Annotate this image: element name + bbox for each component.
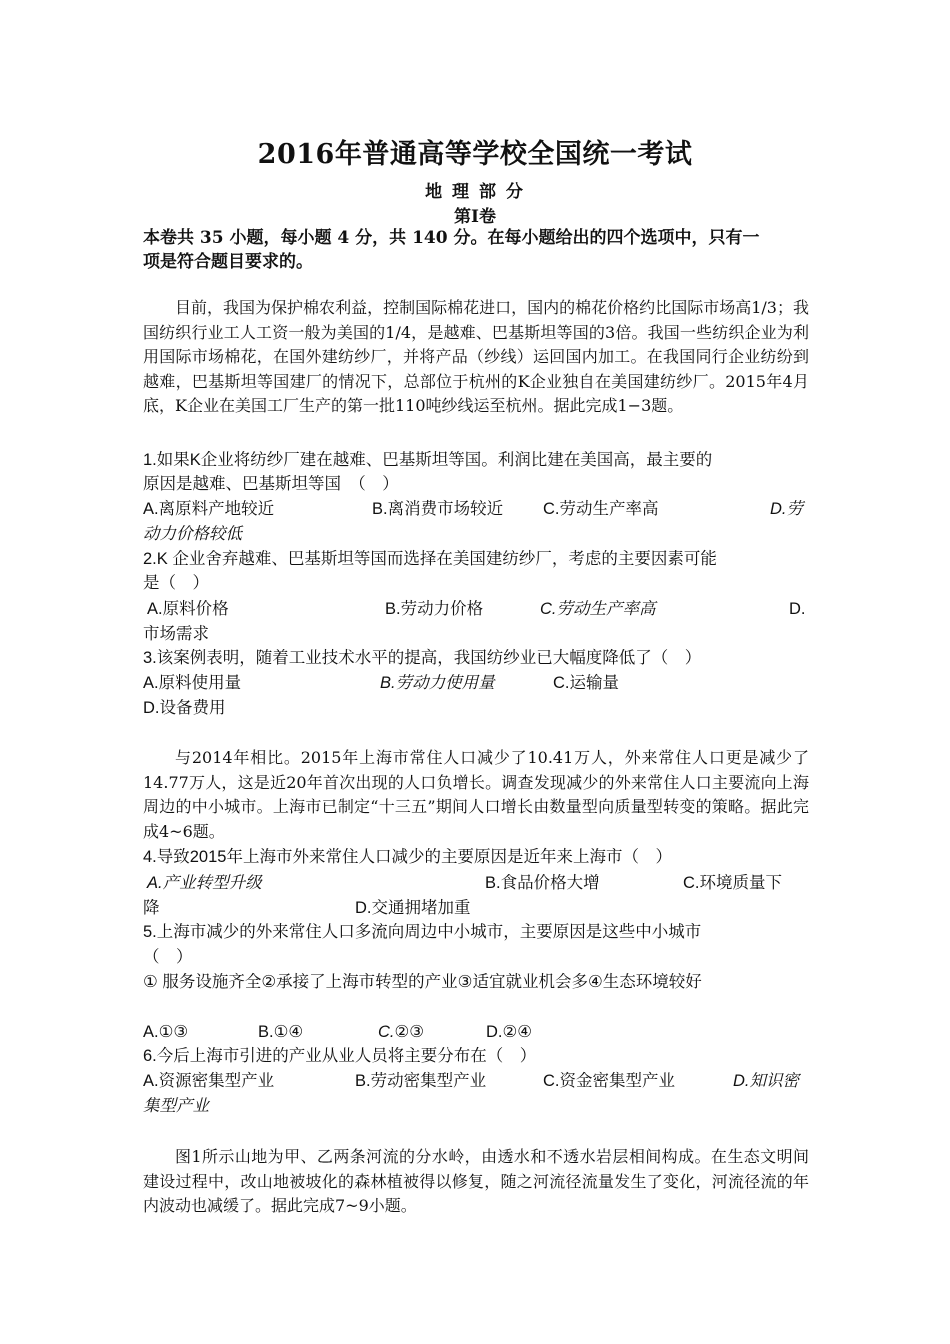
q2-stem-line-2: 是（ ） [143, 574, 209, 592]
q3-option-c: C.运输量 [553, 674, 619, 692]
q5-option-a: A.①③ [143, 1023, 189, 1041]
q1-option-b: B.离消费市场较近 [372, 500, 504, 518]
q4-option-a: A.产业转型升级 [147, 874, 262, 892]
passage-3: 图1所示山地为甲、乙两条河流的分水岭，由透水和不透水岩层相间构成。在生态文明间建设过程中，改山地被坡化的森林植被得以修复，随之河流径流量发生了变化，河流径流的年内波动也减缓了。据此完成7~9小题。 [143, 1147, 809, 1215]
q2-option-d-cont: 市场需求 [143, 625, 209, 643]
q1-option-d: D.劳 [770, 500, 803, 518]
q6-option-b: B.劳动密集型产业 [355, 1072, 487, 1090]
q6-option-a: A.资源密集型产业 [143, 1072, 275, 1090]
q5-option-d: D.②④ [486, 1023, 533, 1041]
q3-option-d: D.设备费用 [143, 699, 226, 717]
q5-stem-line-2: （ ） [143, 948, 193, 966]
instruction-line-1: 本卷共 35 小题，每小题 4 分，共 140 分。在每小题给出的四个选项中，只有一 [143, 228, 760, 248]
q2-stem-line-1: 2.K 企业舍弃越难、巴基斯坦等国而选择在美国建纺纱厂，考虑的主要因素可能 [143, 550, 717, 568]
q2-option-b: B.劳动力价格 [385, 600, 484, 618]
q2-option-d: D. [789, 600, 806, 618]
passage-1: 目前，我国为保护棉农利益，控制国际棉花进口，国内的棉花价格约比国际市场高1/3；我国纺织行业工人工资一般为美国的1/4，是越难、巴基斯坦等国的3倍。我国一些纺织企业为利用国际市场棉花，在国外建纺纱厂，并将产品（纱线）运回国内加工。在我国同行企业纺纷到越难，巴基斯坦等国建厂的情况下，总部位于杭州的K企业独自在美国建纺纱厂。2015年4月底，K企业在美国工厂生产的第一批110吨纱线运至杭州。据此完成1−3题。 [143, 298, 809, 415]
q3-option-b: B.劳动力使用量 [380, 674, 495, 692]
q5-stem-line-1: 5.上海市减少的外来常住人口多流向周边中小城市，主要原因是这些中小城市 [143, 923, 702, 941]
q4-stem: 4.导致2015年上海市外来常住人口减少的主要原因是近年来上海市（ ） [143, 848, 672, 866]
section-subtitle: 地 理 部 分 [425, 182, 525, 202]
q6-stem: 6.今后上海市引进的产业从业人员将主要分布在（ ） [143, 1047, 537, 1065]
q4-option-c-cont: 降 [143, 899, 160, 917]
q4-option-c: C.环境质量下 [683, 874, 782, 892]
q6-option-c: C.资金密集型产业 [543, 1072, 675, 1090]
q1-option-a: A.离原料产地较近 [143, 500, 275, 518]
instruction-line-2: 项是符合题目要求的。 [143, 252, 313, 272]
volume-label: 第Ⅰ卷 [454, 207, 496, 227]
q5-option-b: B.①④ [258, 1023, 304, 1041]
q1-option-d-cont: 动力价格较低 [143, 525, 242, 543]
q2-option-a: A.原料价格 [147, 600, 229, 618]
q3-stem: 3.该案例表明，随着工业技术水平的提高，我国纺纱业已大幅度降低了（ ） [143, 649, 702, 667]
q6-option-d: D.知识密 [733, 1072, 799, 1090]
q6-option-d-cont: 集型产业 [143, 1097, 209, 1115]
page-title: 2016年普通高等学校全国统一考试 [257, 139, 693, 170]
q4-option-b: B.食品价格大增 [485, 874, 600, 892]
instructions [143, 226, 809, 274]
q1-stem-line-2: 原因是越难、巴基斯坦等国 （ ） [143, 475, 399, 493]
q1-option-c: C.劳动生产率高 [543, 500, 659, 518]
passage-2: 与2014年相比。2015年上海市常住人口减少了10.41万人，外来常住人口更是减少了14.77万人，这是近20年首次出现的人口负增长。调查发现减少的外来常住人口主要流向上海周边的中小城市。上海市已制定“十三五”期间人口增长由数量型向质量型转变的策略。据此完成4~6题。 [143, 748, 809, 841]
q5-option-c: C.②③ [378, 1023, 425, 1041]
q5-statements: ① 服务设施齐全②承接了上海市转型的产业③适宜就业机会多④生态环境较好 [143, 973, 702, 991]
q2-option-c: C.劳动生产率高 [540, 600, 656, 618]
q3-option-a: A.原料使用量 [143, 674, 242, 692]
q1-stem-line-1: 1.如果K企业将纺纱厂建在越难、巴基斯坦等国。利润比建在美国高，最主要的 [143, 451, 713, 469]
q4-option-d: D.交通拥堵加重 [355, 899, 471, 917]
